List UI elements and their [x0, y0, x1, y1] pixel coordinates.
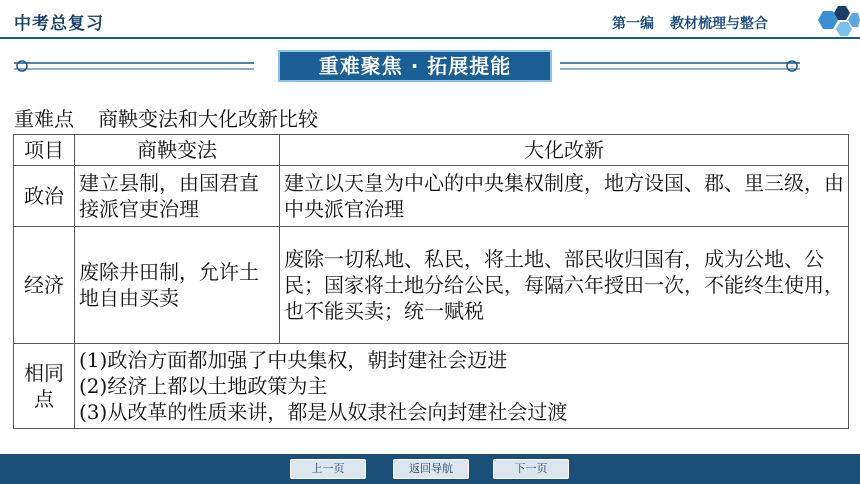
next-page-button[interactable]: 下一页 [493, 459, 569, 479]
table-row [14, 344, 849, 429]
hexagon-logo-icon [810, 3, 860, 37]
ornament-left-icon [14, 54, 254, 78]
topic-heading [14, 103, 318, 132]
banner-area [0, 50, 860, 82]
column-header-item: 项目 [14, 135, 75, 166]
header-divider [0, 37, 860, 39]
cell-shang-politics: 建立县制，由国君直接派官吏治理 [75, 166, 280, 227]
common-point: (3)从改革的性质来讲，都是从奴隶社会向封建社会过渡 [79, 400, 568, 424]
cell-dahua-economy: 废除一切私地、私民，将土地、部民收归国有，成为公地、公民；国家将土地分给公民，每隔六年授田一次，不能终生使用，也不能买卖；统一赋税 [280, 227, 849, 344]
cell-dahua-politics: 建立以天皇为中心的中央集权制度，地方设国、郡、里三级，由中央派官治理 [280, 166, 849, 227]
table-row [14, 227, 849, 344]
row-header-economy: 经济 [14, 227, 75, 344]
column-header-dahua: 大化改新 [280, 135, 849, 166]
topic-label: 重难点 [14, 107, 74, 131]
section-part: 第一编 [612, 16, 654, 32]
table-row [14, 166, 849, 227]
prev-page-button[interactable]: 上一页 [290, 459, 366, 479]
common-point: (2)经济上都以土地政策为主 [79, 374, 328, 398]
ornament-right-icon [560, 54, 800, 78]
brand-title: 中考总复习 [14, 14, 104, 34]
section-title [612, 13, 768, 33]
column-header-shang: 商鞅变法 [75, 135, 280, 166]
comparison-table [13, 134, 849, 429]
row-header-politics: 政治 [14, 166, 75, 227]
common-point: (1)政治方面都加强了中央集权，朝封建社会迈进 [79, 348, 508, 372]
section-name: 教材梳理与整合 [670, 16, 768, 32]
row-header-common: 相同点 [14, 344, 75, 429]
section-banner: 重难聚焦 · 拓展提能 [278, 50, 552, 82]
back-to-nav-button[interactable]: 返回导航 [393, 459, 469, 479]
table-header-row [14, 135, 849, 166]
cell-common-points [75, 344, 849, 429]
header [0, 0, 860, 36]
cell-shang-economy: 废除井田制，允许土地自由买卖 [75, 227, 280, 344]
topic-title: 商鞅变法和大化改新比较 [98, 107, 318, 131]
footer-nav-bar [0, 454, 860, 484]
